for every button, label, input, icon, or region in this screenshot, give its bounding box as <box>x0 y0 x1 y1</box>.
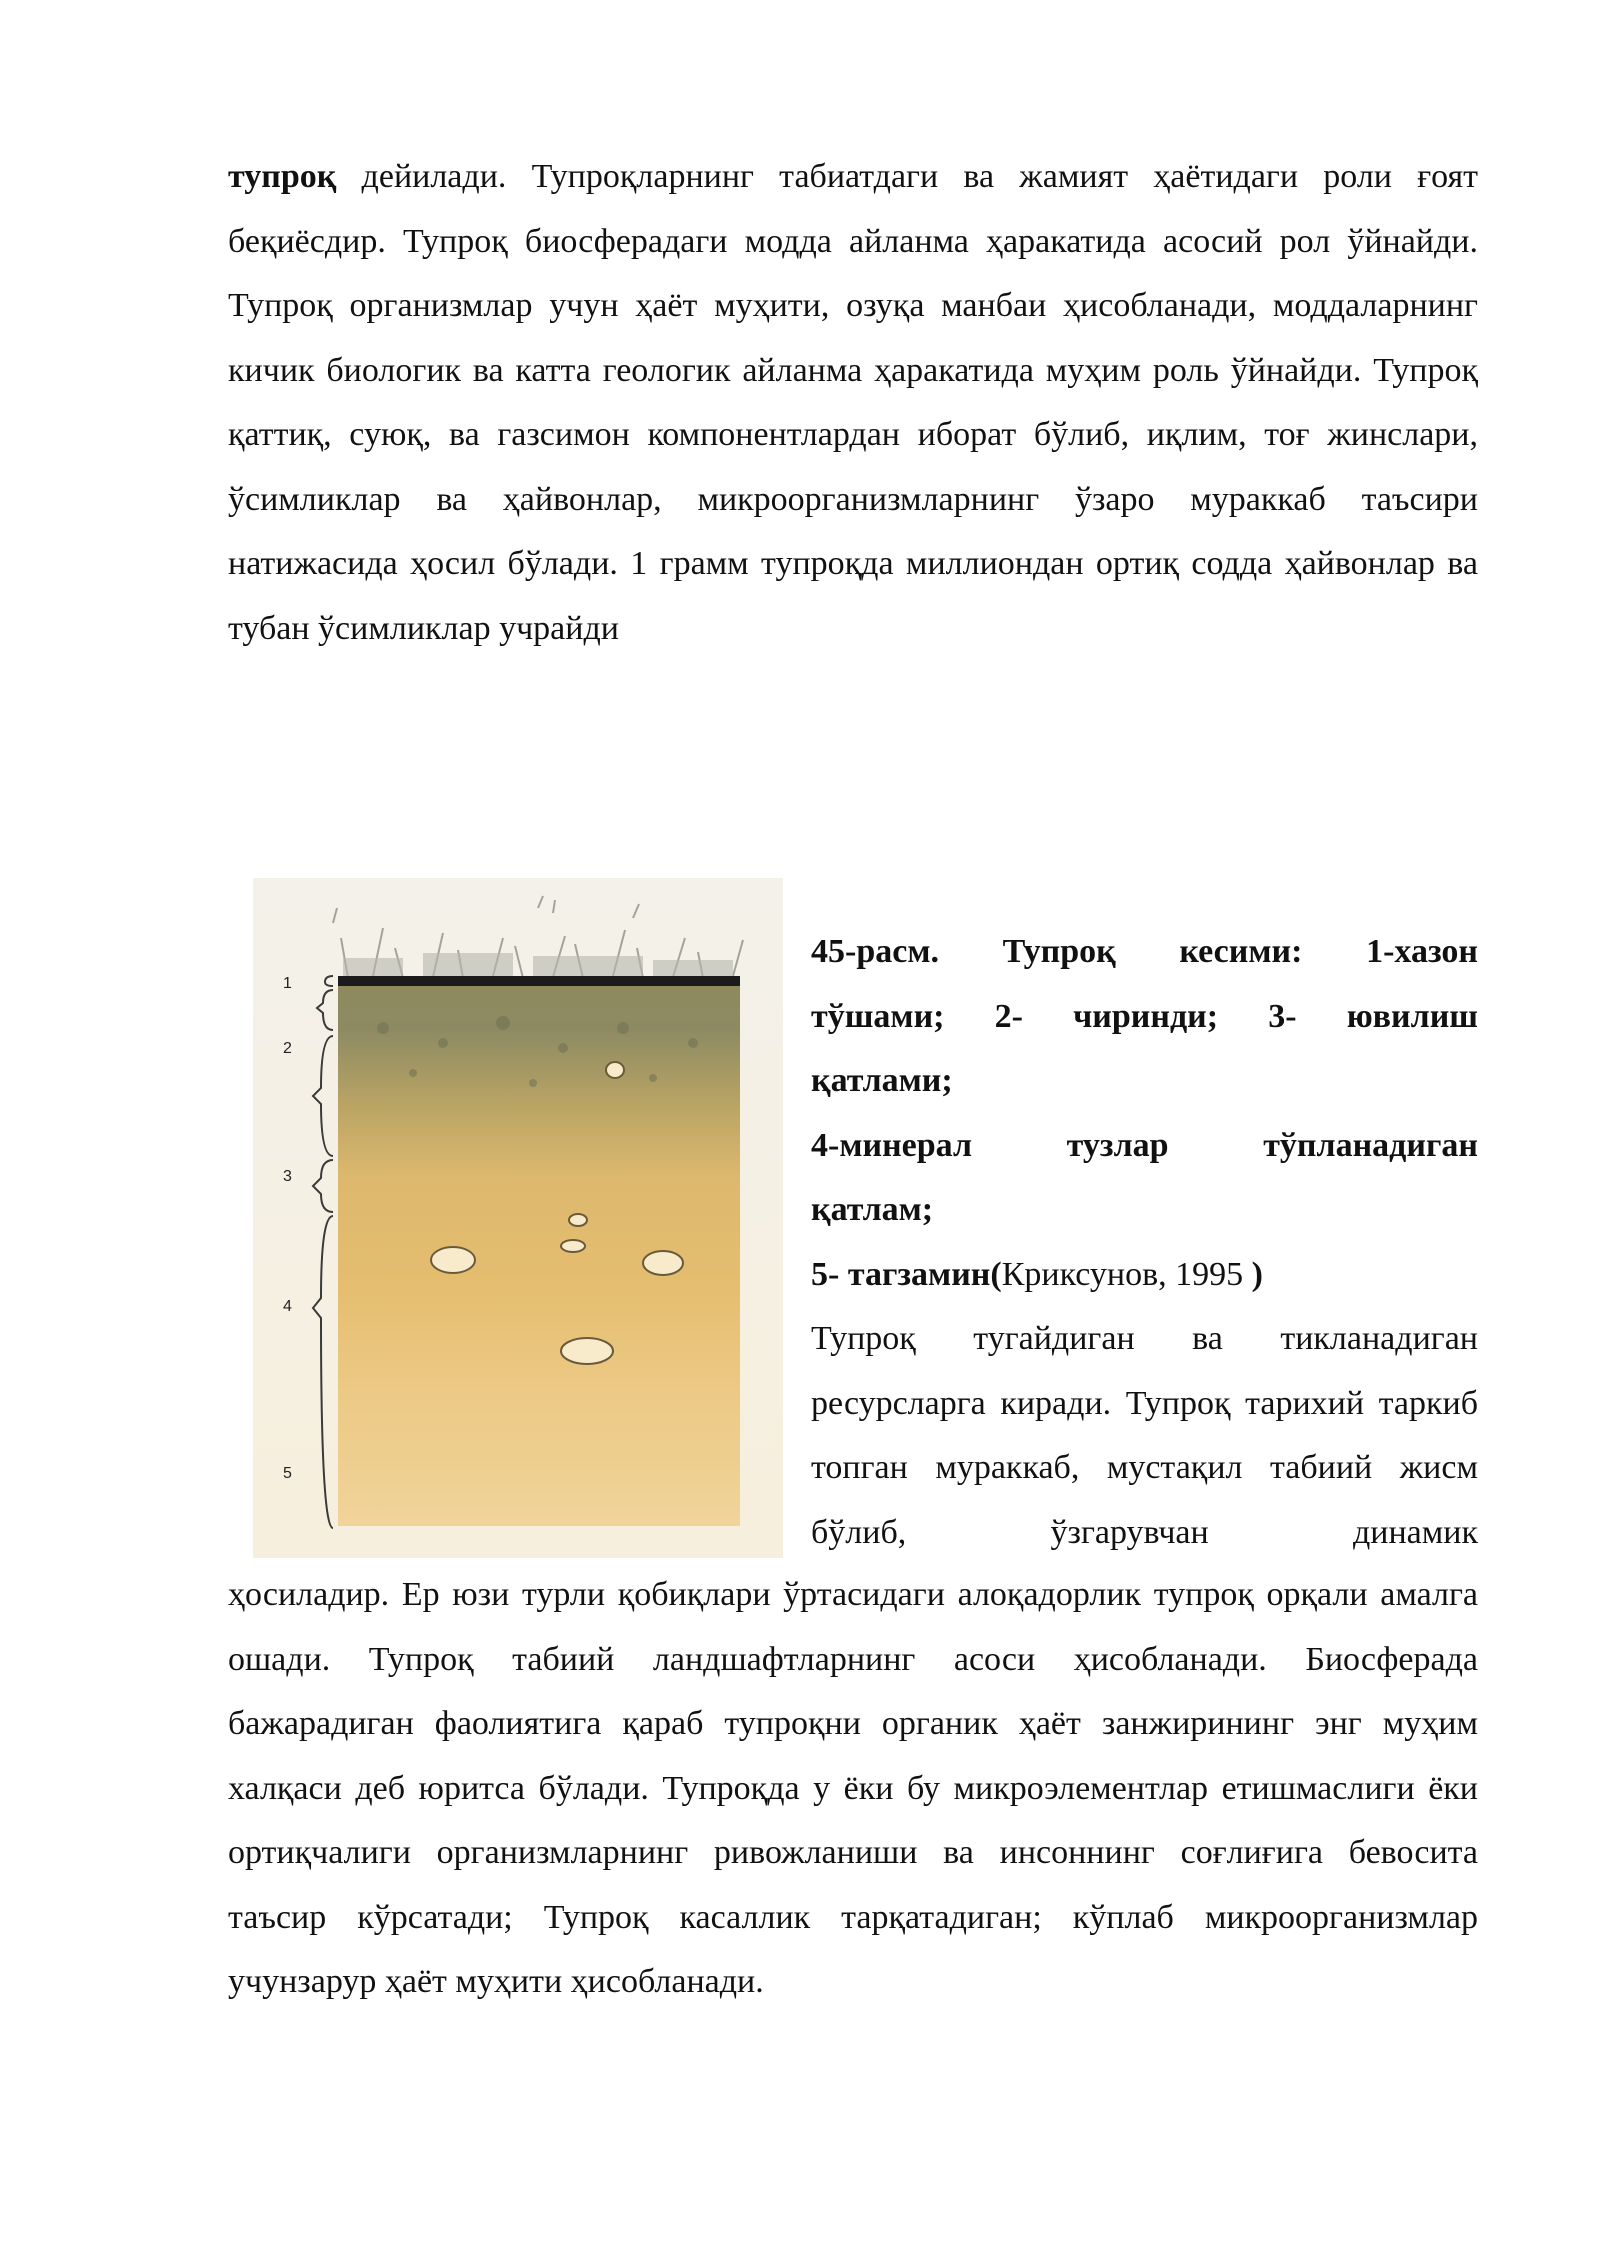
bold-term: тупроқ <box>228 158 337 195</box>
figure-caption-column <box>811 920 1478 1565</box>
caption-line-6 <box>811 1243 1478 1308</box>
caption-line-3: қатлами; <box>811 1062 953 1099</box>
layer-number-5: 5 <box>283 1465 292 1482</box>
figure-side-text: Тупроқ тугайдиган ва тикланадиган ресурсларга киради. Тупроқ тарихий таркиб топган мураккаб, мустақил табиий жисм бўлиб, ўзгарувчан динамик <box>811 1320 1478 1551</box>
body-paragraph-1 <box>228 145 1478 661</box>
figure-block <box>228 878 1478 1578</box>
layer-number-3: 3 <box>283 1168 292 1185</box>
paragraph-top <box>228 145 1478 661</box>
caption-close: ) <box>1243 1255 1263 1293</box>
paragraph-1-text: дейилади. Тупроқларнинг табиатдаги ва жамият ҳаётидаги роли ғоят беқиёсдир. Тупроқ биосферадаги модда айланма ҳаракатида асосий рол ўйнайди. Тупроқ организмлар учун ҳаёт муҳити, озуқа манбаи ҳисобланади, моддаларнинг кичик биологик ва катта геологик айланма ҳаракатида муҳим роль ўйнайди. Тупроқ қаттиқ, суюқ, ва газсимон компонентлардан иборат бўлиб, иқлим, тоғ жинслари, ўсимликлар ва ҳайвонлар, микроорганизмларнинг ўзаро мураккаб таъсири натижасида ҳосил бўлади. 1 грамм тупроқда миллиондан ортиқ содда ҳайвонлар ва тубан ўсимликлар учрайди <box>228 158 1478 647</box>
paragraph-bottom <box>228 1563 1478 2015</box>
caption-bold-part: 5- тагзамин( <box>811 1255 1002 1293</box>
caption-line-1: 45-расм. Тупроқ кесими: 1-хазон <box>811 933 1478 970</box>
layer-number-2: 2 <box>283 1040 292 1057</box>
soil-profile-figure <box>253 878 783 1558</box>
layer-number-4: 4 <box>283 1298 292 1315</box>
caption-line-4: 4-минерал тузлар тўпланадиган <box>811 1126 1478 1164</box>
caption-line-5: қатлам; <box>811 1191 934 1228</box>
body-paragraph-2: ҳосиладир. Ер юзи турли қобиқлари ўртасидаги алоқадорлик тупроқ орқали амалга ошади. Тупроқ табиий ландшафтларнинг асоси ҳисобланади. Биосферада бажарадиган фаолиятига қараб тупроқни органик ҳаёт занжирининг энг муҳим халқаси деб юритса бўлади. Тупроқда у ёки бу микроэлементлар етишмаслиги ёки ортиқчалиги организмларнинг ривожланиши ва инсоннинг соғлиғига бевосита таъсир кўрсатади; Тупроқ касаллик тарқатадиган; кўплаб микроорганизмлар учунзарур ҳаёт муҳити ҳисобланади. <box>228 1576 1478 2000</box>
caption-line-2: тўшами; 2- чиринди; 3- ювилиш <box>811 997 1478 1035</box>
layer-number-1: 1 <box>283 975 292 992</box>
caption-citation: Криксунов, 1995 <box>1001 1255 1244 1293</box>
